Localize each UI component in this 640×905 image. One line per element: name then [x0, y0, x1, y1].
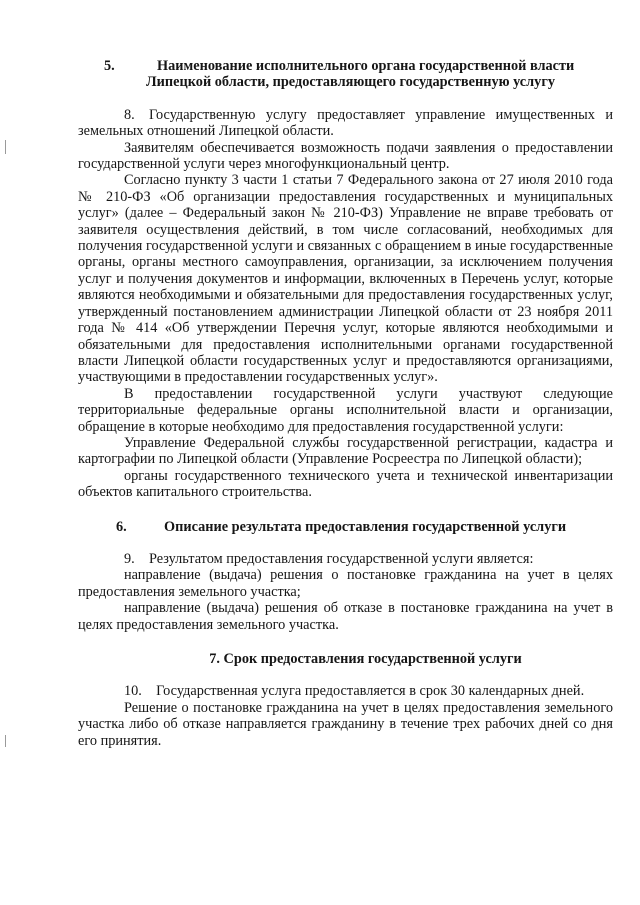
section-5-body — [78, 107, 613, 501]
paragraph-8: 8. Государственную услугу предоставляет управление имущественных и земельных отношений Липецкой области. — [78, 106, 613, 140]
section-5-heading — [78, 58, 613, 91]
section-7-heading: 7. Срок предоставления государственной услуги — [209, 651, 522, 667]
scan-margin-mark — [5, 140, 6, 154]
section-5-title-line2: Липецкой области, предоставляющего государственную услугу — [146, 74, 555, 91]
section-6-heading — [78, 519, 613, 535]
paragraph-result-refuse: направление (выдача) решения об отказе в постановке гражданина на учет в целях предоставления земельного участка. — [78, 600, 613, 633]
scan-margin-mark — [5, 735, 6, 747]
section-7-body — [78, 683, 613, 749]
paragraph-9: 9. Результатом предоставления государственной услуги является: — [124, 550, 534, 567]
paragraph-result-accept: направление (выдача) решения о постановке гражданина на учет в целях предоставления земельного участка; — [78, 567, 613, 600]
paragraph-bti: органы государственного технического учета и технической инвентаризации объектов капитального строительства. — [78, 467, 613, 501]
paragraph-210fz: Согласно пункту 3 части 1 статьи 7 Федерального закона от 27 июля 2010 года № 210-ФЗ «Об организации предоставления государственных и муниципальных услуг» (далее – Федеральный закон № 210-ФЗ) Управление не вправе требовать от заявителя осуществления действий, в том числе согласований, необходимых для получения государственной услуги и связанных с обращением в иные государственные органы, органы местного самоуправления, организации, за исключением получения услуг и получения документов и информации, включенных в Перечень услуг, которые являются необходимыми и обязательными для предоставления государственных услуг, утвержденный постановлением администрации Липецкой области от 23 ноября 2011 года № 414 «Об утверждении Перечня услуг, которые являются необходимыми и обязательными для предоставления исполнительными органами государственной власти Липецкой области государственных услуг и предоставляются организациями, участвующими в предоставлении государственных услуг». — [78, 172, 613, 386]
document-body — [78, 58, 613, 749]
section-6-title: Описание результата предоставления государственной услуги — [164, 518, 567, 535]
paragraph-rosreestr: Управление Федеральной службы государственной регистрации, кадастра и картографии по Липецкой области (Управление Росреестра по Липецкой области); — [78, 434, 613, 468]
section-6-number: 6. — [116, 518, 127, 535]
paragraph-decision: Решение о постановке гражданина на учет в целях предоставления земельного участка либо об отказе направляется гражданину в течение трех рабочих дней со дня его принятия. — [78, 699, 613, 749]
section-5-title-line1: Наименование исполнительного органа государственной власти — [157, 58, 575, 74]
section-6-body — [78, 551, 613, 633]
paragraph-participants: В предоставлении государственной услуги участвуют следующие территориальные федеральные органы исполнительной власти и организации, обращение в которые необходимо для предоставления государственной услуги: — [78, 385, 613, 435]
paragraph-10: 10. Государственная услуга предоставляется в срок 30 календарных дней. — [124, 683, 585, 700]
paragraph-mfc: Заявителям обеспечивается возможность подачи заявления о предоставлении государственной услуги через многофункциональный центр. — [78, 139, 613, 173]
section-5-number: 5. — [104, 58, 115, 74]
